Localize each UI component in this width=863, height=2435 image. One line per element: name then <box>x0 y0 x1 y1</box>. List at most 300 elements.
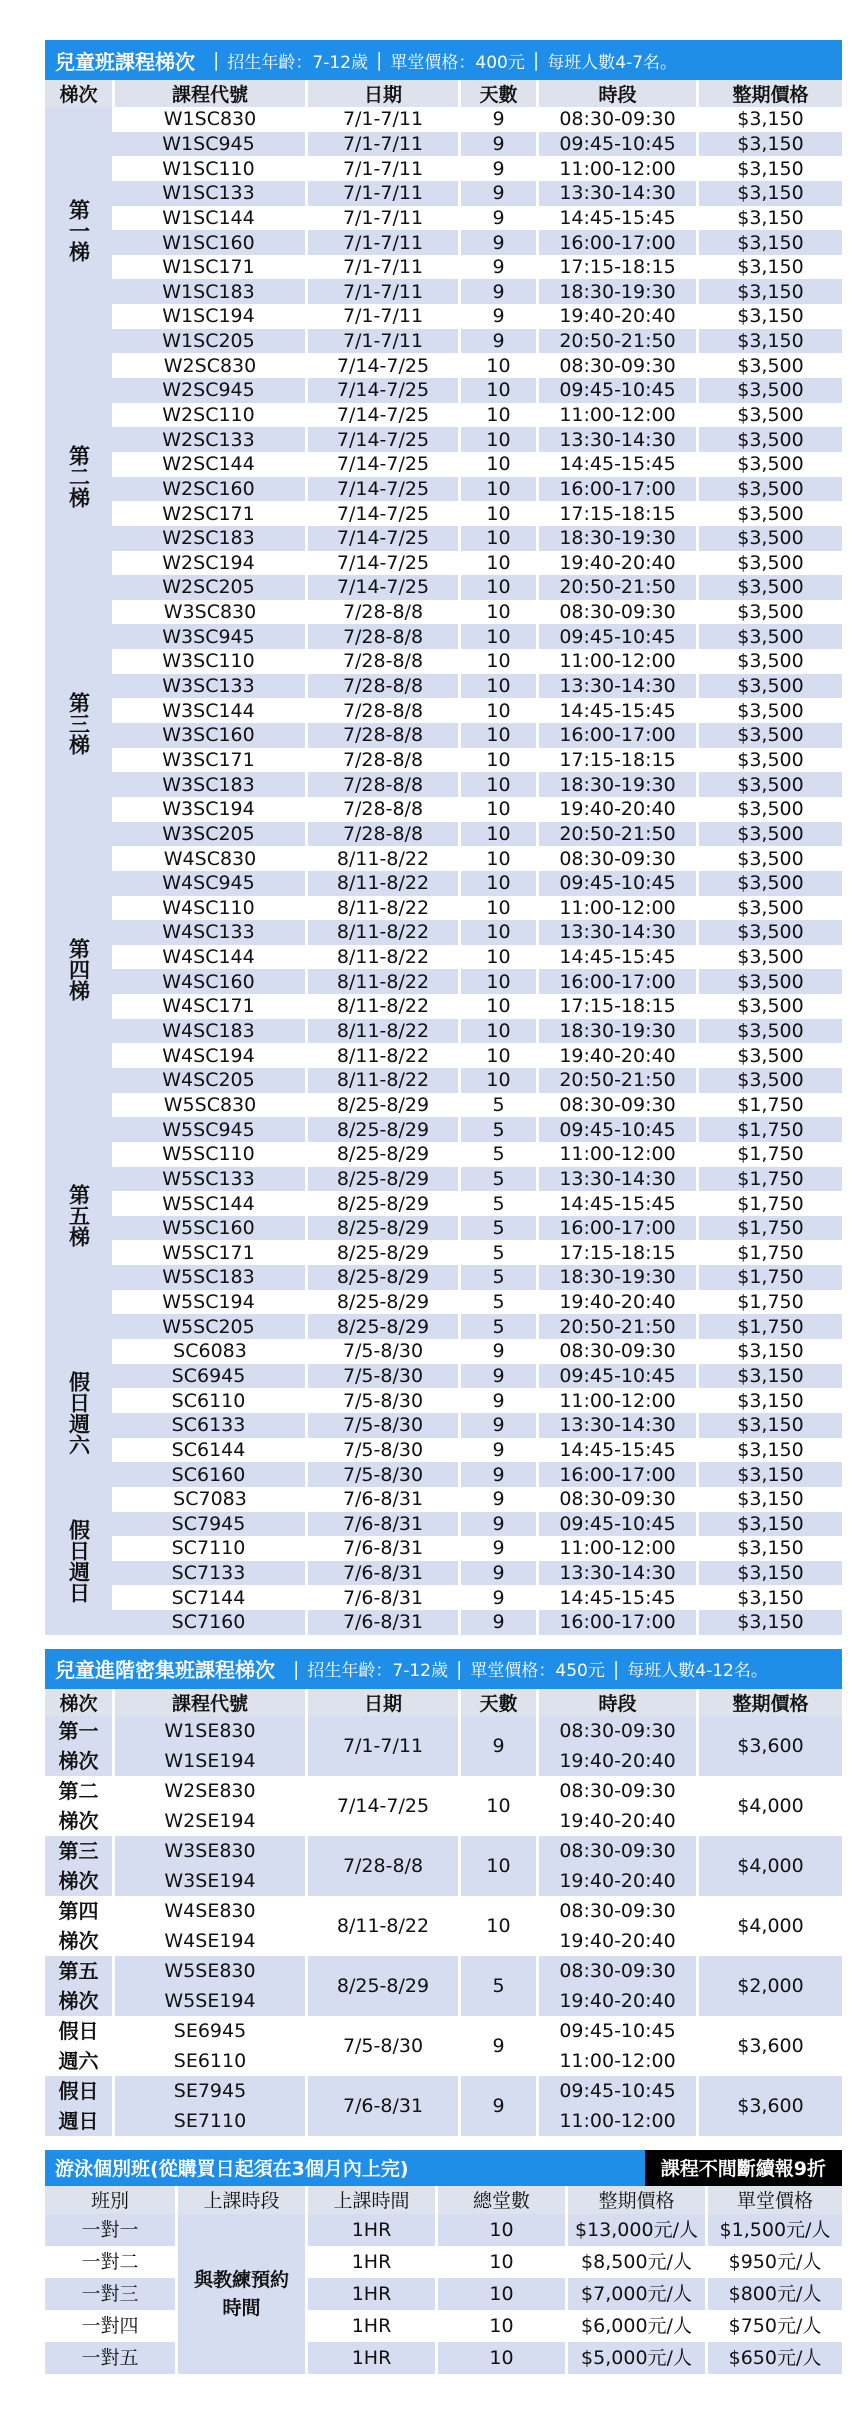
date: 7/1-7/11 <box>305 230 458 255</box>
course-code: W4SC205 <box>112 1068 305 1093</box>
time-slot: 11:00-12:00 <box>536 403 696 428</box>
price: $3,150 <box>696 1561 842 1586</box>
date: 7/5-8/30 <box>305 2016 458 2076</box>
price: $4,000 <box>696 1776 842 1836</box>
days: 10 <box>458 353 536 378</box>
time-slot: 08:30-09:30 <box>536 846 696 871</box>
time-slot: 13:30-14:30 <box>536 181 696 206</box>
course-code: W2SE830 <box>112 1776 305 1806</box>
date: 7/1-7/11 <box>305 329 458 354</box>
table-row <box>45 304 842 329</box>
price: $3,500 <box>696 600 842 625</box>
date: 7/28-8/8 <box>305 1836 458 1896</box>
table-row <box>45 649 842 674</box>
price: $3,600 <box>696 1716 842 1776</box>
days: 9 <box>458 132 536 157</box>
class-type: 一對三 <box>45 2278 175 2310</box>
days: 10 <box>458 501 536 526</box>
price: $3,150 <box>696 255 842 280</box>
price: $3,150 <box>696 1388 842 1413</box>
time-slot: 11:00-12:00 <box>536 156 696 181</box>
date: 7/6-8/31 <box>305 1487 458 1512</box>
time-slot: 16:00-17:00 <box>536 1610 696 1635</box>
table-row <box>45 403 842 428</box>
table-row <box>45 2016 842 2046</box>
tier-label: 第五 <box>45 1956 112 1986</box>
time-slot: 11:00-12:00 <box>536 896 696 921</box>
price: $3,500 <box>696 871 842 896</box>
section2-table <box>45 1689 842 2136</box>
table-row <box>45 871 842 896</box>
table-row <box>45 1043 842 1068</box>
table-row <box>45 477 842 502</box>
time-slot: 20:50-21:50 <box>536 1314 696 1339</box>
date: 7/28-8/8 <box>305 600 458 625</box>
table-row <box>45 1585 842 1610</box>
days: 10 <box>458 378 536 403</box>
tier-label: 梯次 <box>45 1926 112 1956</box>
price: $3,500 <box>696 477 842 502</box>
course-code: SC6945 <box>112 1364 305 1389</box>
days: 10 <box>458 748 536 773</box>
table-row <box>45 2076 842 2106</box>
course-code: SE6945 <box>112 2016 305 2046</box>
time-slot: 09:45-10:45 <box>536 2076 696 2106</box>
duration: 1HR <box>305 2246 435 2278</box>
course-code: W1SC144 <box>112 206 305 231</box>
unit-price: $650元/人 <box>705 2342 842 2374</box>
date: 7/5-8/30 <box>305 1462 458 1487</box>
days: 10 <box>458 896 536 921</box>
section3-header-row <box>45 2186 842 2214</box>
table-row <box>45 575 842 600</box>
days: 10 <box>458 600 536 625</box>
header-price: 整期價格 <box>696 1689 842 1716</box>
header-price: 整期價格 <box>696 80 842 107</box>
time-slot: 17:15-18:15 <box>536 1240 696 1265</box>
price: $3,500 <box>696 1043 842 1068</box>
date: 7/14-7/25 <box>305 501 458 526</box>
section2-title-bar: 兒童進階密集班課程梯次 | 招生年齡：7-12歲 | 單堂價格：450元 | 每班人數4-12名。 <box>45 1649 842 1689</box>
course-code: W3SC144 <box>112 698 305 723</box>
price: $3,150 <box>696 156 842 181</box>
date: 7/5-8/30 <box>305 1364 458 1389</box>
class-type: 一對一 <box>45 2214 175 2246</box>
days: 9 <box>458 1339 536 1364</box>
course-code: W2SC205 <box>112 575 305 600</box>
date: 7/14-7/25 <box>305 403 458 428</box>
table-row <box>45 230 842 255</box>
course-code: SE6110 <box>112 2046 305 2076</box>
course-code: W1SE194 <box>112 1746 305 1776</box>
days: 9 <box>458 1388 536 1413</box>
time-slot: 17:15-18:15 <box>536 994 696 1019</box>
tier-label: 梯次 <box>45 1746 112 1776</box>
class-type: 一對四 <box>45 2310 175 2342</box>
section2-size: 每班人數4-12名。 <box>627 1661 768 1682</box>
date: 8/25-8/29 <box>305 1290 458 1315</box>
header-unit-price: 單堂價格 <box>705 2186 842 2214</box>
time-slot: 08:30-09:30 <box>536 600 696 625</box>
time-slot: 09:45-10:45 <box>536 624 696 649</box>
days: 9 <box>458 1561 536 1586</box>
table-row <box>45 1265 842 1290</box>
days: 9 <box>458 156 536 181</box>
course-code: SC7110 <box>112 1536 305 1561</box>
date: 7/5-8/30 <box>305 1388 458 1413</box>
date: 8/25-8/29 <box>305 1167 458 1192</box>
unit-price: $950元/人 <box>705 2246 842 2278</box>
date: 7/28-8/8 <box>305 674 458 699</box>
time-slot: 14:45-15:45 <box>536 1191 696 1216</box>
time-slot: 18:30-19:30 <box>536 279 696 304</box>
header-slot: 上課時段 <box>175 2186 305 2214</box>
course-code: W2SC194 <box>112 551 305 576</box>
price: $3,500 <box>696 353 842 378</box>
price: $3,150 <box>696 329 842 354</box>
price: $3,150 <box>696 1536 842 1561</box>
course-code: SC6133 <box>112 1413 305 1438</box>
course-code: W3SC194 <box>112 797 305 822</box>
date: 7/1-7/11 <box>305 255 458 280</box>
days: 10 <box>458 575 536 600</box>
course-code: W1SC830 <box>112 107 305 132</box>
table-row <box>45 822 842 847</box>
date: 8/25-8/29 <box>305 1956 458 2016</box>
time-slot: 18:30-19:30 <box>536 526 696 551</box>
table-row <box>45 1561 842 1586</box>
table-row <box>45 1093 842 1118</box>
days: 10 <box>458 1019 536 1044</box>
price: $3,500 <box>696 575 842 600</box>
tier-label: 假日週六 <box>45 1339 112 1487</box>
course-code: W4SC110 <box>112 896 305 921</box>
time-slot: 08:30-09:30 <box>536 1716 696 1746</box>
price: $1,750 <box>696 1265 842 1290</box>
course-code: SC7160 <box>112 1610 305 1635</box>
time-slot: 13:30-14:30 <box>536 920 696 945</box>
price: $3,150 <box>696 230 842 255</box>
table-row <box>45 698 842 723</box>
date: 8/25-8/29 <box>305 1265 458 1290</box>
date: 7/5-8/30 <box>305 1438 458 1463</box>
course-code: W2SE194 <box>112 1806 305 1836</box>
date: 7/1-7/11 <box>305 181 458 206</box>
course-code: W5SC160 <box>112 1216 305 1241</box>
section3-table <box>45 2186 842 2374</box>
table-row <box>45 181 842 206</box>
course-code: W3SE194 <box>112 1866 305 1896</box>
lesson-count: 10 <box>435 2342 565 2374</box>
course-code: W1SE830 <box>112 1716 305 1746</box>
time-slot: 19:40-20:40 <box>536 797 696 822</box>
duration: 1HR <box>305 2214 435 2246</box>
table-row <box>45 107 842 132</box>
course-code: SE7945 <box>112 2076 305 2106</box>
course-code: W1SC183 <box>112 279 305 304</box>
price: $3,500 <box>696 501 842 526</box>
date: 7/28-8/8 <box>305 822 458 847</box>
course-code: W5SE194 <box>112 1986 305 2016</box>
days: 10 <box>458 526 536 551</box>
table-row <box>45 279 842 304</box>
date: 7/14-7/25 <box>305 575 458 600</box>
time-slot: 08:30-09:30 <box>536 1956 696 1986</box>
time-slot: 14:45-15:45 <box>536 945 696 970</box>
price: $3,150 <box>696 107 842 132</box>
days: 10 <box>458 1836 536 1896</box>
date: 8/11-8/22 <box>305 896 458 921</box>
date: 7/28-8/8 <box>305 649 458 674</box>
date: 7/14-7/25 <box>305 427 458 452</box>
section1-age: 招生年齡：7-12歲 <box>227 52 368 73</box>
course-code: W1SC133 <box>112 181 305 206</box>
tier-label: 梯次 <box>45 1866 112 1896</box>
tier-label: 第一 <box>45 1716 112 1746</box>
course-code: W5SC183 <box>112 1265 305 1290</box>
time-slot: 17:15-18:15 <box>536 748 696 773</box>
date: 7/1-7/11 <box>305 132 458 157</box>
course-code: W5SC110 <box>112 1142 305 1167</box>
date: 7/6-8/31 <box>305 2076 458 2136</box>
table-row <box>45 353 842 378</box>
date: 8/25-8/29 <box>305 1142 458 1167</box>
price: $3,500 <box>696 748 842 773</box>
table-row <box>45 1314 842 1339</box>
date: 8/11-8/22 <box>305 1019 458 1044</box>
price: $3,500 <box>696 624 842 649</box>
booking-slot: 與教練預約時間 <box>175 2214 305 2374</box>
days: 10 <box>458 945 536 970</box>
price: $1,750 <box>696 1167 842 1192</box>
table-row <box>45 206 842 231</box>
table-row <box>45 945 842 970</box>
days: 10 <box>458 477 536 502</box>
price: $3,500 <box>696 994 842 1019</box>
price: $3,500 <box>696 772 842 797</box>
price: $3,500 <box>696 723 842 748</box>
price: $3,500 <box>696 920 842 945</box>
time-slot: 09:45-10:45 <box>536 378 696 403</box>
course-code: SC7083 <box>112 1487 305 1512</box>
table-row <box>45 994 842 1019</box>
course-code: W1SC110 <box>112 156 305 181</box>
date: 7/6-8/31 <box>305 1536 458 1561</box>
date: 8/25-8/29 <box>305 1117 458 1142</box>
table-row <box>45 1191 842 1216</box>
days: 10 <box>458 994 536 1019</box>
price: $3,150 <box>696 1487 842 1512</box>
header-time: 時段 <box>536 1689 696 1716</box>
days: 9 <box>458 230 536 255</box>
time-slot: 13:30-14:30 <box>536 674 696 699</box>
price: $3,500 <box>696 969 842 994</box>
time-slot: 19:40-20:40 <box>536 1746 696 1776</box>
course-code: W5SE830 <box>112 1956 305 1986</box>
course-code: W2SC144 <box>112 452 305 477</box>
course-code: W3SC205 <box>112 822 305 847</box>
time-slot: 08:30-09:30 <box>536 353 696 378</box>
course-code: W3SC830 <box>112 600 305 625</box>
course-code: SC6110 <box>112 1388 305 1413</box>
time-slot: 16:00-17:00 <box>536 230 696 255</box>
table-row <box>45 1167 842 1192</box>
date: 8/11-8/22 <box>305 994 458 1019</box>
course-code: SE7110 <box>112 2106 305 2136</box>
days: 10 <box>458 1043 536 1068</box>
time-slot: 08:30-09:30 <box>536 1487 696 1512</box>
time-slot: 09:45-10:45 <box>536 2016 696 2046</box>
price: $3,500 <box>696 822 842 847</box>
time-slot: 11:00-12:00 <box>536 2046 696 2076</box>
time-slot: 11:00-12:00 <box>536 1142 696 1167</box>
time-slot: 19:40-20:40 <box>536 1926 696 1956</box>
course-code: SC7133 <box>112 1561 305 1586</box>
course-code: SC7144 <box>112 1585 305 1610</box>
section1-table <box>45 80 842 1635</box>
time-slot: 18:30-19:30 <box>536 772 696 797</box>
header-code: 課程代號 <box>112 80 305 107</box>
class-type: 一對二 <box>45 2246 175 2278</box>
time-slot: 19:40-20:40 <box>536 551 696 576</box>
course-code: W3SC945 <box>112 624 305 649</box>
days: 10 <box>458 920 536 945</box>
days: 10 <box>458 822 536 847</box>
time-slot: 11:00-12:00 <box>536 649 696 674</box>
time-slot: 16:00-17:00 <box>536 477 696 502</box>
table-row <box>45 1364 842 1389</box>
section3-body <box>45 2214 842 2374</box>
days: 9 <box>458 2076 536 2136</box>
date: 7/28-8/8 <box>305 797 458 822</box>
days: 9 <box>458 1413 536 1438</box>
date: 8/11-8/22 <box>305 1043 458 1068</box>
course-code: SC6160 <box>112 1462 305 1487</box>
time-slot: 16:00-17:00 <box>536 969 696 994</box>
header-days: 天數 <box>458 1689 536 1716</box>
price: $1,750 <box>696 1216 842 1241</box>
days: 10 <box>458 427 536 452</box>
days: 9 <box>458 1716 536 1776</box>
date: 7/5-8/30 <box>305 1413 458 1438</box>
tier-label: 週六 <box>45 2046 112 2076</box>
table-row <box>45 1339 842 1364</box>
time-slot: 19:40-20:40 <box>536 304 696 329</box>
unit-price: $800元/人 <box>705 2278 842 2310</box>
days: 9 <box>458 1610 536 1635</box>
course-code: W3SC133 <box>112 674 305 699</box>
section2-age: 招生年齡：7-12歲 <box>307 1661 448 1682</box>
date: 7/14-7/25 <box>305 1776 458 1836</box>
date: 7/6-8/31 <box>305 1561 458 1586</box>
course-code: W5SC133 <box>112 1167 305 1192</box>
days: 10 <box>458 1776 536 1836</box>
tier-label: 第四 <box>45 1896 112 1926</box>
date: 7/14-7/25 <box>305 353 458 378</box>
table-row <box>45 526 842 551</box>
price: $3,150 <box>696 1364 842 1389</box>
date: 7/28-8/8 <box>305 723 458 748</box>
days: 10 <box>458 772 536 797</box>
header-tier: 梯次 <box>45 80 112 107</box>
days: 5 <box>458 1167 536 1192</box>
date: 7/28-8/8 <box>305 748 458 773</box>
time-slot: 08:30-09:30 <box>536 1093 696 1118</box>
lesson-count: 10 <box>435 2246 565 2278</box>
course-code: W2SC830 <box>112 353 305 378</box>
days: 5 <box>458 1191 536 1216</box>
price: $3,150 <box>696 1462 842 1487</box>
price: $3,500 <box>696 674 842 699</box>
price: $3,500 <box>696 378 842 403</box>
price: $4,000 <box>696 1896 842 1956</box>
price: $1,750 <box>696 1093 842 1118</box>
price: $1,750 <box>696 1314 842 1339</box>
price: $3,500 <box>696 1068 842 1093</box>
price: $4,000 <box>696 1836 842 1896</box>
section2-price: 單堂價格：450元 <box>470 1661 605 1682</box>
course-code: W4SE194 <box>112 1926 305 1956</box>
section1-price: 單堂價格：400元 <box>390 52 525 73</box>
duration: 1HR <box>305 2310 435 2342</box>
date: 8/25-8/29 <box>305 1240 458 1265</box>
price: $3,600 <box>696 2016 842 2076</box>
table-row <box>45 1413 842 1438</box>
table-row <box>45 1776 842 1806</box>
days: 9 <box>458 255 536 280</box>
table-row <box>45 427 842 452</box>
table-row <box>45 1487 842 1512</box>
days: 10 <box>458 871 536 896</box>
time-slot: 11:00-12:00 <box>536 2106 696 2136</box>
time-slot: 09:45-10:45 <box>536 1512 696 1537</box>
price: $3,150 <box>696 1339 842 1364</box>
total-price: $6,000元/人 <box>565 2310 705 2342</box>
date: 7/1-7/11 <box>305 1716 458 1776</box>
price: $3,500 <box>696 945 842 970</box>
table-row <box>45 1438 842 1463</box>
course-code: W5SC205 <box>112 1314 305 1339</box>
section3-title: 游泳個別班(從購買日起須在3個月內上完) <box>55 2158 409 2181</box>
course-code: W1SC171 <box>112 255 305 280</box>
days: 10 <box>458 649 536 674</box>
header-lessons: 總堂數 <box>435 2186 565 2214</box>
total-price: $5,000元/人 <box>565 2342 705 2374</box>
duration: 1HR <box>305 2278 435 2310</box>
tier-label: 第三梯 <box>45 600 112 846</box>
table-row <box>45 132 842 157</box>
price: $3,500 <box>696 452 842 477</box>
price: $3,600 <box>696 2076 842 2136</box>
price: $3,150 <box>696 206 842 231</box>
course-code: W4SC830 <box>112 846 305 871</box>
time-slot: 09:45-10:45 <box>536 1117 696 1142</box>
date: 8/11-8/22 <box>305 846 458 871</box>
time-slot: 11:00-12:00 <box>536 1536 696 1561</box>
table-row <box>45 920 842 945</box>
course-code: W4SC133 <box>112 920 305 945</box>
table-row <box>45 1896 842 1926</box>
time-slot: 08:30-09:30 <box>536 1896 696 1926</box>
days: 10 <box>458 452 536 477</box>
table-row <box>45 624 842 649</box>
tier-label: 第一梯 <box>45 107 112 353</box>
price: $3,150 <box>696 181 842 206</box>
days: 9 <box>458 1487 536 1512</box>
date: 7/1-7/11 <box>305 304 458 329</box>
date: 8/25-8/29 <box>305 1191 458 1216</box>
price: $3,150 <box>696 304 842 329</box>
